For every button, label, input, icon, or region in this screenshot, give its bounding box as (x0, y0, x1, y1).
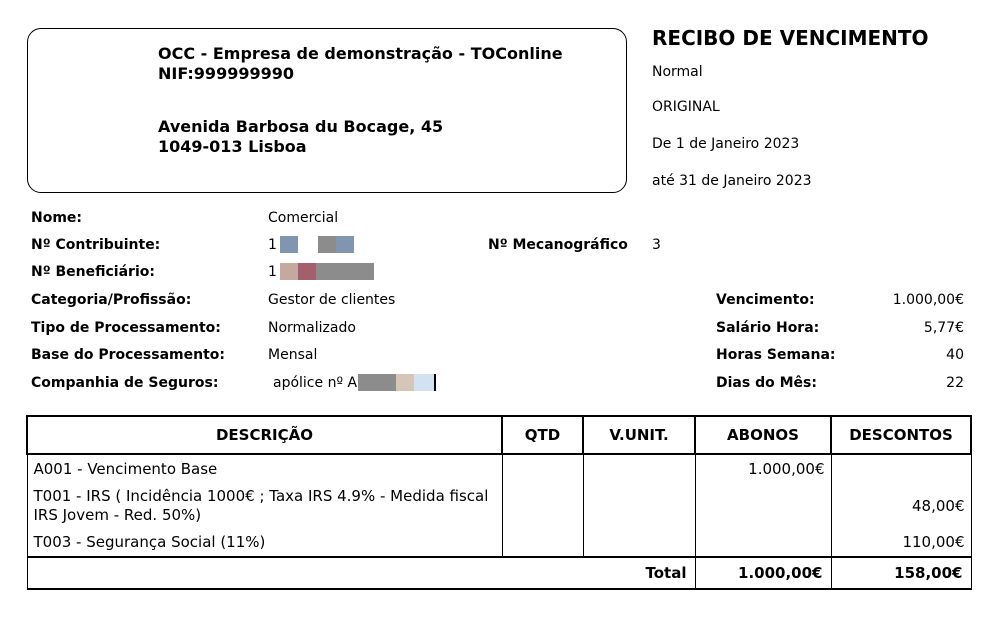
header-description: DESCRIÇÃO (27, 416, 502, 454)
total-label: Total (27, 557, 695, 589)
header-descontos: DESCONTOS (831, 416, 971, 454)
company-address-line2: 1049-013 Lisboa (158, 137, 307, 156)
vencimento-label: Vencimento: (716, 292, 815, 308)
redaction-block (434, 374, 436, 391)
redaction-block (316, 263, 374, 280)
row-abonos (695, 529, 831, 557)
category-label: Categoria/Profissão: (31, 292, 192, 308)
weekly-hours-label: Horas Semana: (716, 347, 836, 363)
month-days-value: 22 (946, 375, 964, 391)
insurance-value: apólice nº A (273, 375, 358, 391)
company-nif: NIF:999999990 (158, 64, 294, 83)
table-row (27, 454, 971, 483)
hourly-wage-label: Salário Hora: (716, 320, 820, 336)
redaction-block (280, 263, 298, 280)
redaction-block (298, 263, 316, 280)
hourly-wage-value: 5,77€ (923, 320, 964, 336)
receipt-title: RECIBO DE VENCIMENTO (652, 26, 929, 50)
period-from: De 1 de Janeiro 2023 (652, 136, 800, 152)
total-descontos: 158,00€ (831, 557, 971, 589)
nif-value: 1 (268, 237, 277, 253)
processing-type-value: Normalizado (268, 320, 356, 336)
company-name: OCC - Empresa de demonstração - TOConline (158, 44, 563, 63)
period-to: até 31 de Janeiro 2023 (652, 173, 812, 189)
category-value: Gestor de clientes (268, 292, 396, 308)
receipt-copy: ORIGINAL (652, 99, 720, 115)
row-description: A001 - Vencimento Base (27, 454, 502, 483)
row-vunit (583, 483, 695, 529)
row-qtd (502, 529, 583, 557)
beneficiario-value: 1 (268, 264, 277, 280)
row-descontos: 48,00€ (831, 483, 971, 529)
row-qtd (502, 454, 583, 483)
redaction-block (336, 236, 354, 253)
beneficiario-label: Nº Beneficiário: (31, 264, 155, 280)
processing-base-label: Base do Processamento: (31, 347, 225, 363)
header-qtd: QTD (502, 416, 583, 454)
name-label: Nome: (31, 210, 83, 226)
row-qtd (502, 483, 583, 529)
row-abonos: 1.000,00€ (695, 454, 831, 483)
table-row (27, 483, 971, 529)
nif-label: Nº Contribuinte: (31, 237, 161, 253)
processing-type-label: Tipo de Processamento: (31, 320, 221, 336)
payslip-table (26, 415, 972, 590)
name-value: Comercial (268, 210, 339, 226)
receipt-type: Normal (652, 64, 703, 80)
total-row (27, 557, 971, 589)
mecanografico-label: Nº Mecanográfico (488, 237, 628, 253)
processing-base-value: Mensal (268, 347, 318, 363)
row-descontos: 110,00€ (831, 529, 971, 557)
company-address-line1: Avenida Barbosa du Bocage, 45 (158, 117, 444, 136)
row-abonos (695, 483, 831, 529)
table-header-row (27, 416, 971, 454)
redaction-block (358, 374, 396, 391)
row-description: T001 - IRS ( Incidência 1000€ ; Taxa IRS 4.9% - Medida fiscal IRS Jovem - Red. 50%) (27, 483, 502, 529)
redaction-block (280, 236, 298, 253)
mecanografico-value: 3 (652, 237, 661, 253)
weekly-hours-value: 40 (946, 347, 964, 363)
header-vunit: V.UNIT. (583, 416, 695, 454)
total-abonos: 1.000,00€ (695, 557, 831, 589)
company-info-box (27, 28, 627, 193)
row-vunit (583, 454, 695, 483)
month-days-label: Dias do Mês: (716, 375, 817, 391)
vencimento-value: 1.000,00€ (892, 292, 964, 308)
insurance-label: Companhia de Seguros: (31, 375, 219, 391)
row-vunit (583, 529, 695, 557)
header-abonos: ABONOS (695, 416, 831, 454)
redaction-block (414, 374, 434, 391)
row-descontos (831, 454, 971, 483)
redaction-block (396, 374, 414, 391)
row-description: T003 - Segurança Social (11%) (27, 529, 502, 557)
table-row (27, 529, 971, 557)
redaction-block (318, 236, 336, 253)
